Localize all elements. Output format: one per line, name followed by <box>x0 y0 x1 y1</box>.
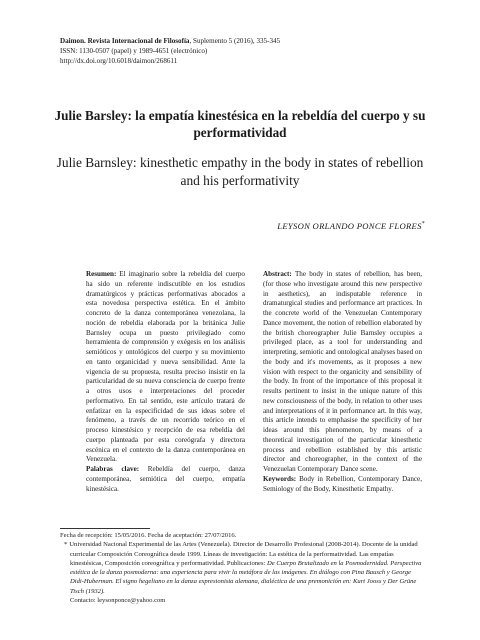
footnote-divider <box>60 528 150 529</box>
footnote-author-bio <box>60 540 425 596</box>
footnote-contact[interactable]: Contacto: leysonponce@yahoo.com <box>70 597 166 605</box>
palabras-clave-paragraph <box>86 465 245 494</box>
footnote-bio-publications: De Cuerpo Brutalizado en la Posmodernidad. Perspectiva estética de la danza posmoderna: una experiencia para vivir la metáfora de las imágenes. En diálogo con Pina Bausch y George Didi-Huberman. El signo hegeliano en la danza expresionista alemana, dialéctica de una premonición en: Kurt Jooss y Der Grüne Tisch (1932). <box>70 559 422 595</box>
palabras-clave-text: Rebeldía del cuerpo, danza contemporánea, semiótica del cuerpo, empatía kinestésica. <box>86 465 246 493</box>
palabras-clave-label: Palabras clave: <box>86 465 140 473</box>
journal-supplement: , Suplemento 5 (2016), 335-345 <box>189 37 281 45</box>
english-abstract-column <box>263 270 422 494</box>
journal-doi[interactable]: http://dx.doi.org/10.6018/daimon/268611 <box>60 57 178 65</box>
footnotes <box>60 531 425 605</box>
abstract-label: Abstract: <box>263 270 292 278</box>
author-footnote-mark: * <box>421 221 425 228</box>
resumen-paragraph <box>86 270 245 465</box>
resumen-text: El imaginario sobre la rebeldía del cuerpo ha sido un referente indiscutible en los estudios dramatúrgicos y prácticas performativas abocados a esta novedosa perspectiva estética. En el ámbito concreto de la danza contemporánea venezolana, la noción de rebeldía elaborada por la británica Julie Barnsley ocupa un puesto privilegiado como herramienta de comprensión y exégesis en los análisis semióticos y ontológicos del cuerpo y su movimiento en tanto organicidad y nueva sensibilidad. Ante la vigencia de su propuesta, resulta preciso insistir en la particularidad de su nueva consciencia de cuerpo frente a otros usos e interpretaciones del proceder performativo. En tal sentido, este artículo tratará de enfatizar en la especificidad de sus ideas sobre el fenómeno, a través de un recorrido teórico en el proceso kinestésico y recepción de esa rebeldía del cuerpo planteada por esta coreógrafa y directora escénica en el contexto de la danza contemporánea en Venezuela. <box>86 270 245 464</box>
abstract-text: The body in states of rebellion, has been, (for those who investigate around this new perspective in aesthetics), an indisputable reference in dramaturgical studies and performance art practices. In the concrete world of the Venezuelan Contemporary Dance movement, the notion of rebellion elaborated by the british choreographer Julie Barnsley occupies a privileged place, as a tool for understanding and interpreting, semiotic and ontological analyses based on the body and it's movements, as it proposes a new vision with respect to the organicity and sensibility of the body. In front of the importance of this proposal it results pertinent to insist in the unique nature of this new consciousness of the body, in relation to other uses and interpretations of it in performance art. In this way, this article intends to emphasise the specificity of her ideas around this phenomenon, by means of a theoretical investigation of the particular kinesthetic process and rebellion established by this artistic director and choreographer, in the context of the Venezuelan Contemporary Dance scene. <box>263 270 422 473</box>
journal-name: Daimon. Revista Internacional de Filosofía <box>60 37 190 45</box>
abstract-paragraph <box>263 270 422 475</box>
author-line <box>125 221 425 231</box>
resumen-label: Resumen: <box>86 270 117 278</box>
title-spanish: Julie Barsley: la empatía kinestésica en la rebeldía del cuerpo y su performatividad <box>54 108 426 140</box>
journal-header <box>60 36 420 66</box>
author-name: LEYSON ORLANDO PONCE FLORES <box>277 221 422 231</box>
spanish-abstract-column <box>86 270 245 494</box>
keywords-label: Keywords: <box>263 474 297 483</box>
keywords-text: Body in Rebellion, Contemporary Dance, Semiology of the Body, Kinesthetic Empathy. <box>263 474 422 493</box>
title-english: Julie Barnsley: kinesthetic empathy in the body in states of rebellion and his performativity <box>56 155 424 188</box>
keywords-paragraph <box>263 475 422 495</box>
footnote-dates: Fecha de recepción: 15/05/2016. Fecha de aceptación: 27/07/2016. <box>60 532 237 539</box>
footnote-bio-text: Universidad Nacional Experimental de las Artes (Venezuela). Director de Desarrollo Profesional (2008-2014). Docente de la unidad curricular Composición Coreográfica desde 1999. Líneas de investigación: La estética de la performatividad. Las empatías kinestésicas, Composición coreográfica y performatividad. Publicaciones: <box>69 541 418 567</box>
journal-issn: ISSN: 1130-0507 (papel) y 1989-4651 (electrónico) <box>60 47 208 55</box>
footnote-star: * <box>64 541 68 549</box>
journal-citation-line <box>60 36 420 46</box>
